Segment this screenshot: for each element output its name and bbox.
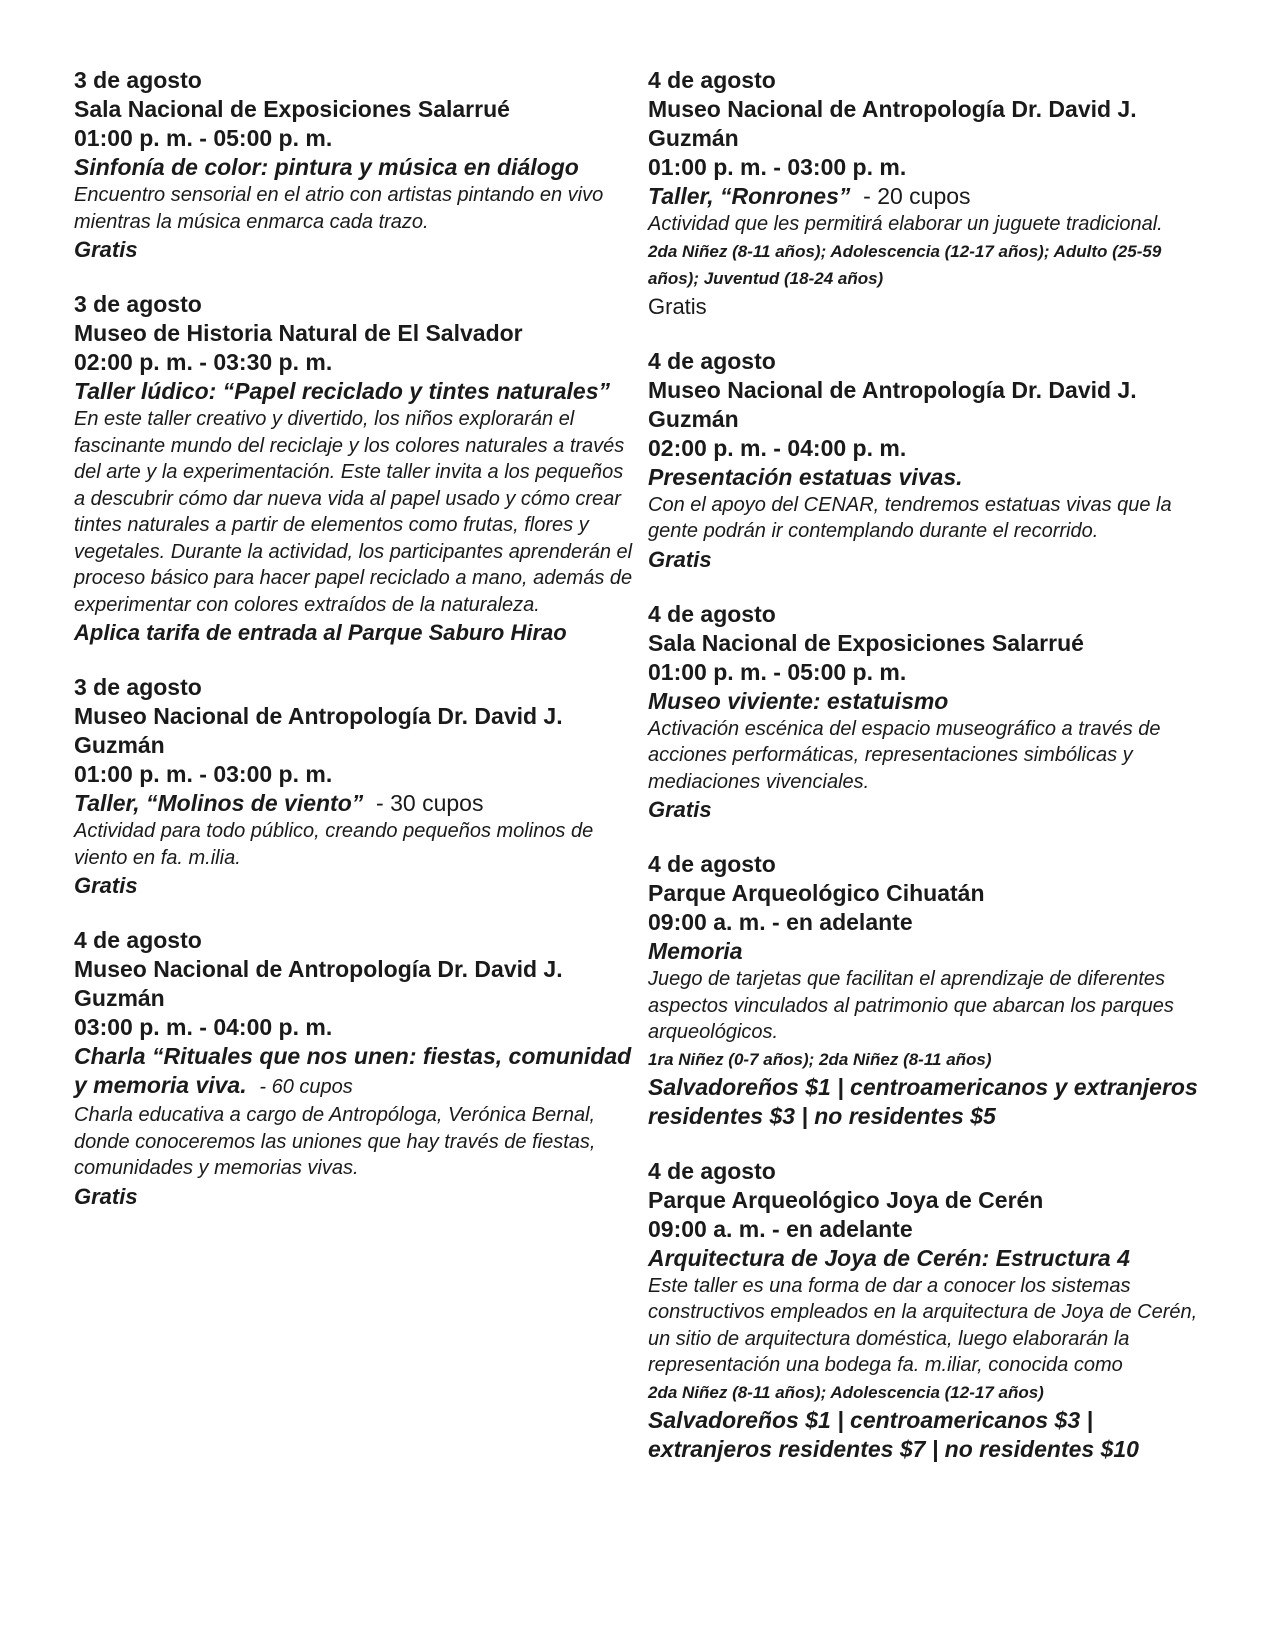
event-slots: - 60 cupos bbox=[259, 1076, 353, 1098]
event-date: 4 de agosto bbox=[648, 600, 776, 627]
event-description: Charla educativa a cargo de Antropóloga, Verónica Bernal, donde conoceremos las uniones que hay través de fiestas, comunidades y memorias vivas. bbox=[74, 1104, 596, 1179]
event-audience: 1ra Niñez (0-7 años); 2da Niñez (8-11 años) bbox=[648, 1049, 992, 1069]
event-date: 4 de agosto bbox=[648, 67, 776, 93]
left-column bbox=[74, 66, 634, 1237]
event-description: En este taller creativo y divertido, los niños explorarán el fascinante mundo del reciclaje y los colores naturales a través del arte y la experimentación. Este taller invita a los pequeños a descubrir cómo dar nueva vida al papel usado y cómo crear tintes naturales a partir de elementos como frutas, flores y vegetales. Durante la actividad, los participantes aprenderán el proceso básico para hacer papel reciclado a mano, además de experimentar con colores extraídos de la naturaleza. bbox=[74, 408, 633, 616]
event-card bbox=[74, 673, 634, 900]
event-time: 09:00 a. m. - en adelante bbox=[648, 909, 913, 935]
event-date: 4 de agosto bbox=[648, 851, 776, 877]
event-title: Arquitectura de Joya de Cerén: Estructura 4 bbox=[648, 1244, 1130, 1271]
event-title: Charla “Rituales que nos unen: fiestas, comunidad y memoria viva. bbox=[74, 1043, 632, 1098]
event-venue: Parque Arqueológico Joya de Cerén bbox=[648, 1186, 1044, 1213]
event-card bbox=[74, 66, 634, 264]
event-description: Juego de tarjetas que facilitan el aprendizaje de diferentes aspectos vinculados al patrimonio que abarcan los parques arqueológicos. bbox=[648, 968, 1174, 1043]
event-price: Gratis bbox=[648, 797, 712, 822]
event-date: 3 de agosto bbox=[74, 291, 202, 317]
event-title: Taller, “Ronrones” bbox=[648, 183, 851, 209]
event-description: Activación escénica del espacio museográfico a través de acciones performáticas, representaciones simbólicas y mediaciones vivenciales. bbox=[648, 717, 1161, 793]
event-venue: Parque Arqueológico Cihuatán bbox=[648, 880, 985, 906]
event-title: Presentación estatuas vivas. bbox=[648, 463, 963, 490]
event-audience: 2da Niñez (8-11 años); Adolescencia (12-17 años); Adulto (25-59 años); Juventud (18-24 años) bbox=[648, 241, 1162, 288]
event-title: Museo viviente: estatuismo bbox=[648, 687, 949, 714]
event-time: 01:00 p. m. - 03:00 p. m. bbox=[648, 154, 907, 180]
event-price: Gratis bbox=[648, 546, 712, 572]
event-price: Salvadoreños $1 | centroamericanos y extranjeros residentes $3 | no residentes $5 bbox=[648, 1073, 1198, 1129]
event-title: Taller lúdico: “Papel reciclado y tintes naturales” bbox=[74, 378, 610, 404]
event-time: 02:00 p. m. - 03:30 p. m. bbox=[74, 349, 333, 375]
right-column bbox=[648, 66, 1208, 1490]
event-price: Gratis bbox=[648, 293, 707, 319]
event-venue: Museo Nacional de Antropología Dr. David J. Guzmán bbox=[648, 376, 1137, 432]
event-time: 09:00 a. m. - en adelante bbox=[648, 1215, 913, 1242]
event-time: 02:00 p. m. - 04:00 p. m. bbox=[648, 434, 907, 461]
event-description: Con el apoyo del CENAR, tendremos estatuas vivas que la gente podrán ir contemplando durante el recorrido. bbox=[648, 493, 1172, 542]
event-time: 03:00 p. m. - 04:00 p. m. bbox=[74, 1014, 333, 1040]
event-venue: Museo Nacional de Antropología Dr. David J. Guzmán bbox=[74, 703, 563, 758]
event-card bbox=[648, 347, 1208, 574]
event-title-line bbox=[648, 182, 1208, 211]
event-title-line bbox=[74, 789, 634, 818]
event-description: Este taller es una forma de dar a conocer los sistemas constructivos empleados en la arquitectura de Joya de Cerén, un sitio de arquitectura doméstica, luego elaborarán la representación una bodega fa. m.iliar, conocida como bbox=[648, 1274, 1198, 1376]
event-time: 01:00 p. m. - 05:00 p. m. bbox=[74, 125, 333, 151]
event-description: Encuentro sensorial en el atrio con artistas pintando en vivo mientras la música enmarca cada trazo. bbox=[74, 184, 604, 233]
event-venue: Museo de Historia Natural de El Salvador bbox=[74, 320, 523, 346]
event-slots: - 20 cupos bbox=[863, 183, 971, 209]
event-description: Actividad que les permitirá elaborar un juguete tradicional. bbox=[648, 213, 1163, 235]
event-title: Taller, “Molinos de viento” bbox=[74, 790, 364, 816]
event-card bbox=[648, 600, 1208, 825]
event-title: Memoria bbox=[648, 938, 743, 964]
event-venue: Museo Nacional de Antropología Dr. David J. Guzmán bbox=[648, 96, 1137, 151]
event-card bbox=[74, 926, 634, 1211]
event-date: 4 de agosto bbox=[74, 927, 202, 953]
event-audience: 2da Niñez (8-11 años); Adolescencia (12-17 años) bbox=[648, 1382, 1044, 1402]
event-card bbox=[648, 66, 1208, 321]
event-slots: - 30 cupos bbox=[376, 790, 484, 816]
event-time: 01:00 p. m. - 05:00 p. m. bbox=[648, 658, 907, 685]
event-card bbox=[74, 290, 634, 647]
event-time: 01:00 p. m. - 03:00 p. m. bbox=[74, 761, 333, 787]
event-title: Sinfonía de color: pintura y música en diálogo bbox=[74, 154, 579, 180]
event-date: 3 de agosto bbox=[74, 67, 202, 93]
event-price: Gratis bbox=[74, 1183, 138, 1209]
event-date: 4 de agosto bbox=[648, 347, 776, 374]
event-price: Aplica tarifa de entrada al Parque Saburo Hirao bbox=[74, 620, 567, 645]
event-card bbox=[648, 850, 1208, 1131]
event-date: 3 de agosto bbox=[74, 674, 202, 700]
event-date: 4 de agosto bbox=[648, 1157, 776, 1184]
event-card bbox=[648, 1157, 1208, 1464]
event-price: Gratis bbox=[74, 237, 138, 262]
event-price: Salvadoreños $1 | centroamericanos $3 | extranjeros residentes $7 | no residentes $10 bbox=[648, 1406, 1139, 1462]
event-description: Actividad para todo público, creando pequeños molinos de viento en fa. m.ilia. bbox=[74, 820, 594, 869]
event-venue: Museo Nacional de Antropología Dr. David J. Guzmán bbox=[74, 956, 563, 1011]
event-price: Gratis bbox=[74, 873, 138, 898]
event-title-line bbox=[74, 1042, 634, 1102]
event-venue: Sala Nacional de Exposiciones Salarrué bbox=[74, 96, 510, 122]
event-venue: Sala Nacional de Exposiciones Salarrué bbox=[648, 629, 1084, 656]
